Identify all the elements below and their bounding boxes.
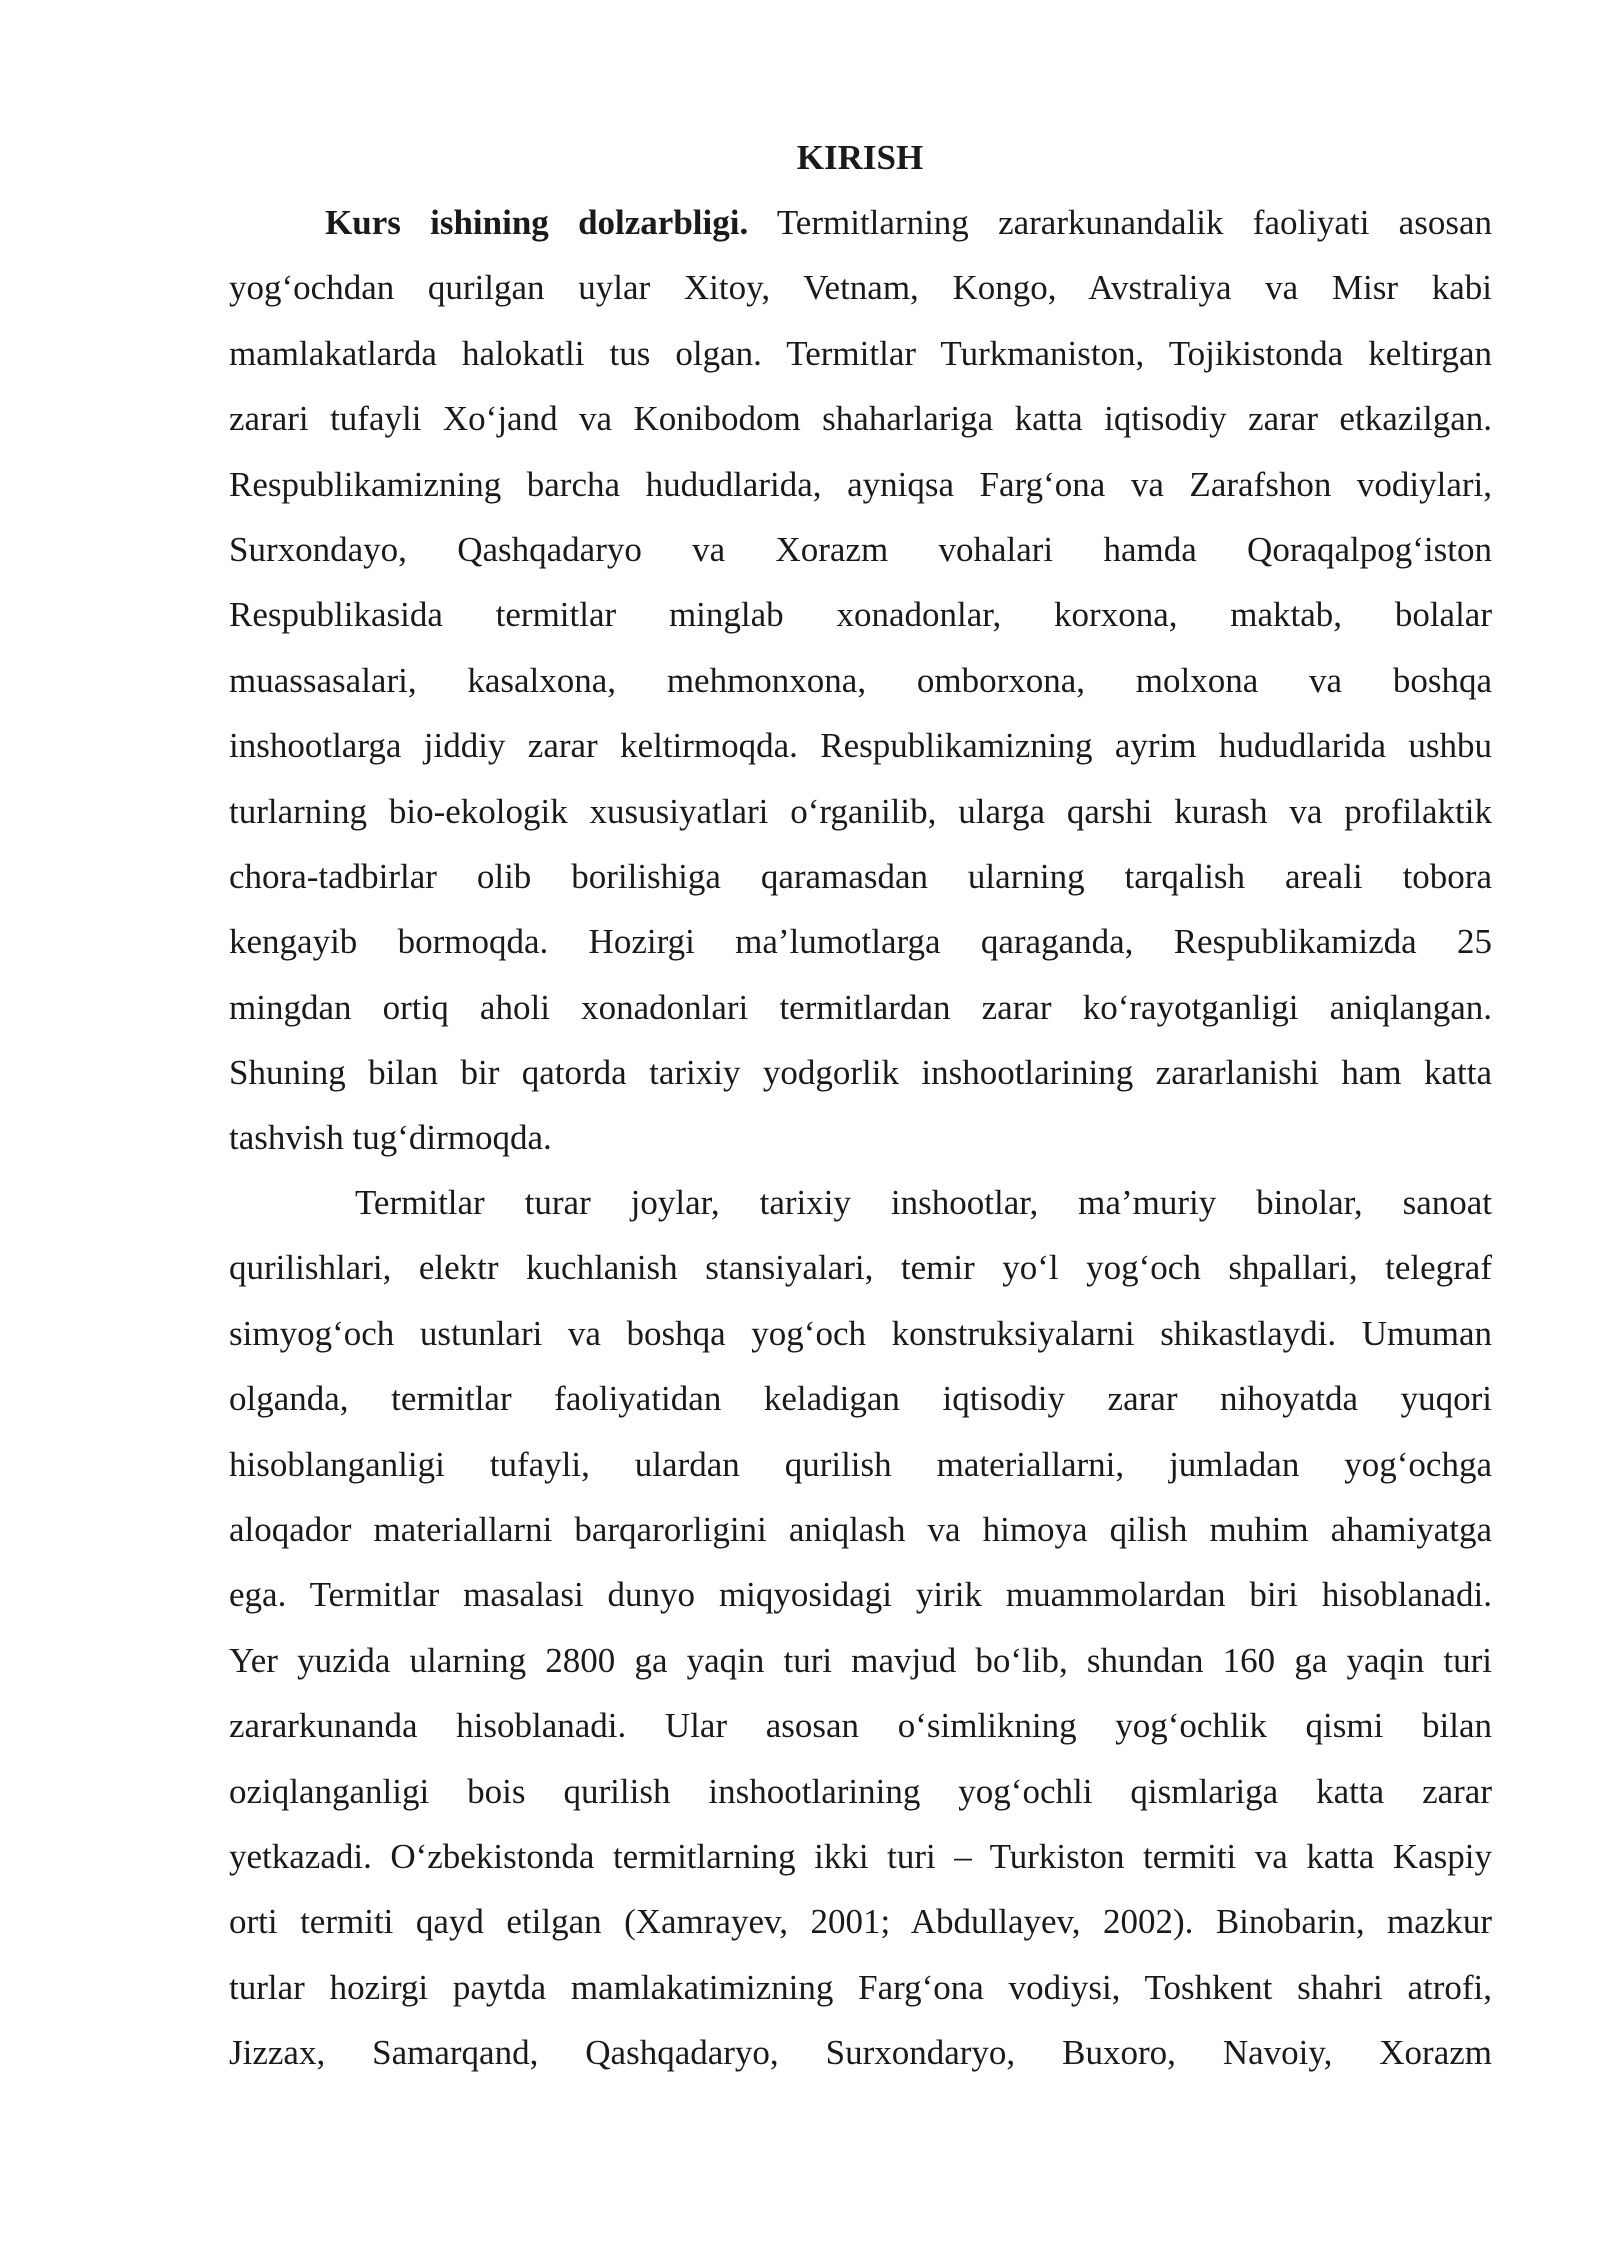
paragraph-1-line: yog‘ochdan qurilgan uylar Xitoy, Vetnam, Kongo, Avstraliya va Misr kabi [229, 268, 1492, 308]
paragraph-1-line: tashvish tug‘dirmoqda. [229, 1118, 552, 1158]
paragraph-2-line: Yer yuzida ularning 2800 ga yaqin turi mavjud bo‘lib, shundan 160 ga yaqin turi [229, 1640, 1492, 1680]
paragraph-2-line: zararkunanda hisoblanadi. Ular asosan o‘simlikning yog‘ochlik qismi bilan [229, 1706, 1492, 1746]
paragraph-2-line: yetkazadi. O‘zbekistonda termitlarning ikki turi – Turkiston termiti va katta Kaspiy [229, 1836, 1492, 1876]
paragraph-2 [229, 1170, 1492, 2085]
paragraph-1-line: chora-tadbirlar olib borilishiga qaramasdan ularning tarqalish areali tobora [229, 856, 1492, 896]
paragraph-2-line: orti termiti qayd etilgan (Xamrayev, 2001; Abdullayev, 2002). Binobarin, mazkur [229, 1902, 1492, 1942]
paragraph-2-line: olganda, termitlar faoliyatidan keladigan iqtisodiy zarar nihoyatda yuqori [229, 1379, 1492, 1419]
paragraph-1-line: Surxondayo, Qashqadaryo va Xorazm vohalari hamda Qoraqalpog‘iston [229, 529, 1492, 569]
paragraph-1-line: muassasalari, kasalxona, mehmonxona, omborxona, molxona va boshqa [229, 660, 1492, 700]
paragraph-2-line: aloqador materiallarni barqarorligini aniqlash va himoya qilish muhim ahamiyatga [229, 1509, 1492, 1549]
paragraph-1 [229, 190, 1492, 1171]
paragraph-2-line: turlar hozirgi paytda mamlakatimizning Farg‘ona vodiysi, Toshkent shahri atrofi, [229, 1967, 1492, 2007]
paragraph-1-line: kengayib bormoqda. Hozirgi ma’lumotlarga qaraganda, Respublikamizda 25 [229, 922, 1492, 962]
paragraph-1-line: mingdan ortiq aholi xonadonlari termitlardan zarar ko‘rayotganligi aniqlangan. [229, 987, 1492, 1027]
paragraph-1-line: Respublikasida termitlar minglab xonadonlar, korxona, maktab, bolalar [229, 595, 1492, 635]
paragraph-2-line: ega. Termitlar masalasi dunyo miqyosidagi yirik muammolardan biri hisoblanadi. [229, 1575, 1492, 1615]
paragraph-2-line: Jizzax, Samarqand, Qashqadaryo, Surxondaryo, Buxoro, Navoiy, Xorazm [229, 2033, 1492, 2073]
paragraph-1-line: mamlakatlarda halokatli tus olgan. Termitlar Turkmaniston, Tojikistonda keltirgan [229, 333, 1492, 373]
paragraph-1-line-text: Termitlarning zararkunandalik faoliyati asosan [748, 203, 1492, 242]
paragraph-2-line: qurilishlari, elektr kuchlanish stansiyalari, temir yo‘l yog‘och shpallari, telegraf [229, 1248, 1492, 1288]
paragraph-2-line: simyog‘och ustunlari va boshqa yog‘och konstruksiyalarni shikastlaydi. Umuman [229, 1313, 1492, 1353]
paragraph-2-line: hisoblanganligi tufayli, ulardan qurilish materiallarni, jumladan yog‘ochga [229, 1444, 1492, 1484]
paragraph-1-line: zarari tufayli Xo‘jand va Konibodom shaharlariga katta iqtisodiy zarar etkazilgan. [229, 399, 1492, 439]
paragraph-1-line: turlarning bio-ekologik xususiyatlari o‘rganilib, ularga qarshi kurash va profilaktik [229, 791, 1492, 831]
lead-phrase: Kurs ishining dolzarbligi. [325, 203, 749, 242]
paragraph-2-line: oziqlanganligi bois qurilish inshootlarining yog‘ochli qismlariga katta zarar [229, 1771, 1492, 1811]
paragraph-1-line [229, 190, 1492, 255]
page-heading: KIRISH [796, 138, 924, 177]
paragraph-1-line: Shuning bilan bir qatorda tarixiy yodgorlik inshootlarining zararlanishi ham katta [229, 1053, 1492, 1093]
paragraph-1-line: Respublikamizning barcha hududlarida, ayniqsa Farg‘ona va Zarafshon vodiylari, [229, 464, 1492, 504]
paragraph-2-line: Termitlar turar joylar, tarixiy inshootlar, ma’muriy binolar, sanoat [355, 1183, 1492, 1222]
paragraph-1-line: inshootlarga jiddiy zarar keltirmoqda. Respublikamizning ayrim hududlarida ushbu [229, 726, 1492, 766]
